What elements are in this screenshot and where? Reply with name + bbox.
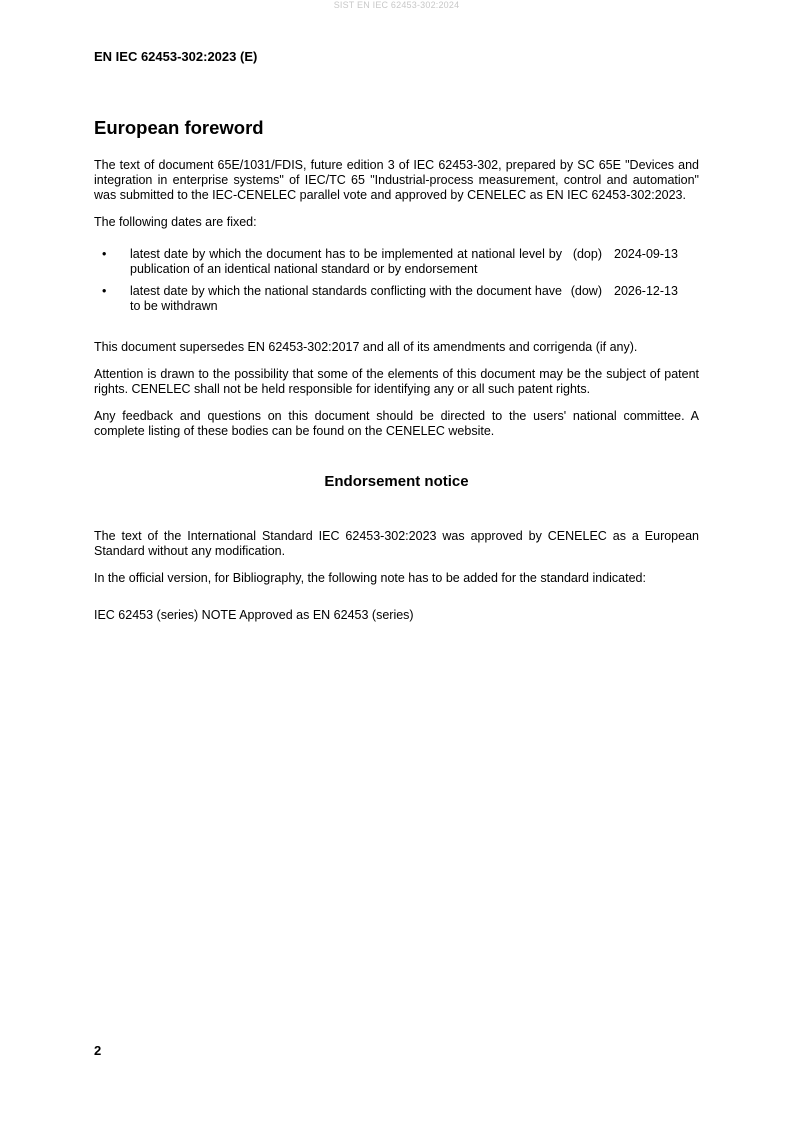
foreword-intro: The text of document 65E/1031/FDIS, future edition 3 of IEC 62453-302, prepared by SC 65E "Devices and integration in enterprise systems" of IEC/TC 65 "Industrial-process measurement, control and automation" was submitted to the IEC-CENELEC parallel vote and approved by CENELEC as EN IEC 62453-302:2023.: [94, 158, 699, 202]
dates-intro: The following dates are fixed:: [94, 215, 257, 229]
dates-list: [94, 247, 699, 314]
bullet: •: [102, 284, 107, 298]
date-item-dop: [94, 247, 699, 277]
page-number: 2: [94, 1043, 102, 1058]
feedback-paragraph: Any feedback and questions on this document should be directed to the users' national committee. A complete listing of these bodies can be found on the CENELEC website.: [94, 409, 699, 438]
bibliography-note: IEC 62453 (series) NOTE Approved as EN 62453 (series): [94, 608, 414, 622]
bullet: •: [102, 247, 107, 261]
bibliography-paragraph: In the official version, for Bibliography, the following note has to be added for the standard indicated:: [94, 571, 646, 585]
endorsement-title: Endorsement notice: [324, 473, 469, 490]
date-value: 2024-09-13: [614, 247, 678, 261]
date-value: 2026-12-13: [614, 284, 678, 298]
date-item-dow: [94, 284, 699, 314]
date-code: (dop): [572, 247, 602, 261]
supersedes-paragraph: This document supersedes EN 62453-302:2017 and all of its amendments and corrigenda (if any).: [94, 340, 638, 354]
foreword-title: European foreword: [94, 117, 264, 138]
page-body: [94, 117, 699, 635]
endorsement-paragraph: The text of the International Standard IEC 62453-302:2023 was approved by CENELEC as a European Standard without any modification.: [94, 529, 699, 558]
watermark: SIST EN IEC 62453-302:2024: [333, 0, 460, 10]
date-description: latest date by which the national standards conflicting with the document have to be withdrawn: [130, 284, 562, 313]
patent-paragraph: Attention is drawn to the possibility that some of the elements of this document may be the subject of patent rights. CENELEC shall not be held responsible for identifying any or all such patent rights.: [94, 367, 699, 396]
document-id: EN IEC 62453-302:2023 (E): [94, 49, 258, 64]
date-description: latest date by which the document has to be implemented at national level by publication of an identical national standard or by endorsement: [130, 247, 562, 276]
date-code: (dow): [570, 284, 602, 298]
